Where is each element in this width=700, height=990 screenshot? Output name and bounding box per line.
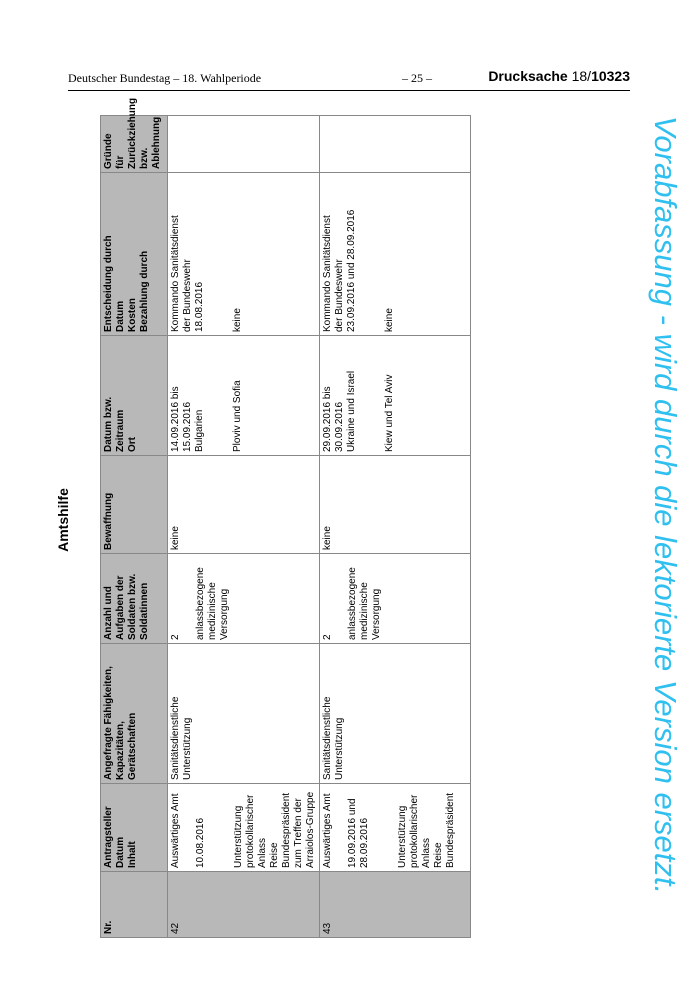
spacer xyxy=(207,787,220,868)
datum-value: 10.08.2016 xyxy=(195,817,206,868)
row-nr: 42 xyxy=(168,872,320,938)
datum-line: 28.09.2016 xyxy=(359,817,370,868)
kosten-value: keine xyxy=(232,308,243,332)
row-entscheidung xyxy=(168,173,320,336)
spacer xyxy=(384,787,397,868)
header-faehigkeiten-line1: Angefragte Fähigkeiten, xyxy=(103,666,114,780)
row-gruende xyxy=(320,116,471,173)
spacer xyxy=(206,176,219,332)
spacer xyxy=(358,176,371,332)
row-anzahl xyxy=(320,554,471,644)
spacer xyxy=(219,176,232,332)
header-bewaffnung: Bewaffnung xyxy=(101,456,168,554)
header-faehigkeiten-line3: Gerätschaften xyxy=(127,712,138,780)
row-bewaffnung: keine xyxy=(320,456,471,554)
row-zeitraum xyxy=(168,336,320,456)
inhalt-line: Reise xyxy=(269,842,280,868)
zeitraum-line: 30.09.2016 xyxy=(334,401,345,452)
header-anzahl-line1: Anzahl und xyxy=(103,586,114,640)
row-antragsteller xyxy=(168,784,320,872)
table-header-row xyxy=(101,116,168,938)
header-antragsteller xyxy=(101,784,168,872)
header-entscheidung-line2: Datum xyxy=(115,300,126,332)
header-anzahl-line3: Soldaten bzw. xyxy=(127,573,138,640)
section-title: Amtshilfe xyxy=(55,488,71,552)
entscheidung-line: Kommando Sanitätsdienst xyxy=(322,215,333,332)
amtshilfe-table xyxy=(100,97,471,938)
row-anzahl xyxy=(168,554,320,644)
header-entscheidung-line1: Entscheidung durch xyxy=(103,235,114,332)
datum-line: 19.09.2016 und xyxy=(347,798,358,868)
ort-value: Kiew und Tel Aviv xyxy=(384,374,395,452)
spacer xyxy=(358,339,371,452)
table-row xyxy=(168,116,320,938)
kosten-value: keine xyxy=(384,308,395,332)
header-anzahl xyxy=(101,554,168,644)
header-faehigkeiten-line2: Kapazitäten, xyxy=(115,721,126,780)
spacer xyxy=(334,787,347,868)
header-zeitraum xyxy=(101,336,168,456)
header-nr: Nr. xyxy=(101,872,168,938)
inhalt-line: protokollarischer xyxy=(409,794,420,868)
zeitraum-line: 14.09.2016 bis xyxy=(170,386,181,452)
row-nr: 43 xyxy=(320,872,471,938)
header-page-number: – 25 – xyxy=(402,71,432,85)
page-header xyxy=(68,68,630,91)
header-antragsteller-line2: Datum xyxy=(115,836,126,868)
antragsteller-value: Auswärtiges Amt xyxy=(322,793,333,868)
anzahl-value: 2 xyxy=(322,634,333,640)
header-gruende-line2: Zurückziehung xyxy=(127,97,138,169)
row-gruende xyxy=(168,116,320,173)
table-row xyxy=(320,116,471,938)
header-doc-label: Drucksache xyxy=(488,68,568,84)
aufgaben-line: medizinische xyxy=(359,582,370,640)
header-entscheidung-line3: Kosten xyxy=(127,298,138,332)
entscheidung-datum: 18.08.2016 xyxy=(194,281,205,332)
spacer xyxy=(219,339,232,452)
row-faehigkeiten xyxy=(168,644,320,784)
header-faehigkeiten xyxy=(101,644,168,784)
entscheidung-line: Kommando Sanitätsdienst xyxy=(170,215,181,332)
header-gruende-line1: Gründe für xyxy=(103,133,126,169)
header-antragsteller-line1: Antragsteller xyxy=(103,806,114,868)
spacer xyxy=(371,787,384,868)
header-gruende xyxy=(101,97,168,173)
entscheidung-line: der Bundeswehr xyxy=(182,259,193,332)
header-zeitraum-line1: Datum bzw. xyxy=(103,396,114,452)
ort-value: Ploviv und Sofia xyxy=(232,380,243,452)
zeitraum-line: 15.09.2016 xyxy=(182,401,193,452)
zeitraum-line: 29.09.2016 bis xyxy=(322,386,333,452)
header-zeitraum-line3: Ort xyxy=(127,437,138,452)
inhalt-line: Bundespräsident xyxy=(445,792,456,868)
entscheidung-datum: 23.09.2016 und 28.09.2016 xyxy=(346,209,357,332)
header-doc-number-a: 18/ xyxy=(571,68,592,84)
row-entscheidung xyxy=(320,173,471,336)
spacer xyxy=(182,557,195,640)
faehigkeiten-line: Sanitätsdienstliche xyxy=(170,696,181,780)
aufgaben-line: Versorgung xyxy=(371,588,382,640)
header-entscheidung-line4: Bezahlung durch xyxy=(139,250,150,332)
header-entscheidung xyxy=(101,173,168,336)
header-antragsteller-line3: Inhalt xyxy=(127,841,138,868)
faehigkeiten-line: Unterstützung xyxy=(334,717,345,780)
inhalt-line: Anlass xyxy=(257,837,268,868)
spacer xyxy=(334,557,347,640)
draft-watermark: Vorabfassung - wird durch die lektorierte Version ersetzt. xyxy=(648,115,683,895)
header-gruende-line3: bzw. xyxy=(139,147,150,169)
faehigkeiten-line: Unterstützung xyxy=(182,717,193,780)
faehigkeiten-line: Sanitätsdienstliche xyxy=(322,696,333,780)
inhalt-line: Arraiolos-Gruppe xyxy=(305,791,316,868)
row-antragsteller xyxy=(320,784,471,872)
entscheidung-line: der Bundeswehr xyxy=(334,259,345,332)
rotated-table-container xyxy=(100,97,458,938)
spacer xyxy=(371,176,384,332)
aufgaben-line: Versorgung xyxy=(219,588,230,640)
inhalt-line: Unterstützung xyxy=(233,805,244,868)
header-anzahl-line2: Aufgaben der xyxy=(115,575,126,640)
land-value: Ukraine und Israel xyxy=(346,370,357,452)
inhalt-line: Anlass xyxy=(421,837,432,868)
aufgaben-line: medizinische xyxy=(207,582,218,640)
inhalt-line: zum Treffen der xyxy=(293,798,304,868)
spacer xyxy=(371,339,384,452)
spacer xyxy=(206,339,219,452)
spacer xyxy=(182,787,195,868)
inhalt-line: protokollarischer xyxy=(245,794,256,868)
spacer xyxy=(220,787,233,868)
aufgaben-line: anlassbezogene xyxy=(195,567,206,640)
antragsteller-value: Auswärtiges Amt xyxy=(170,793,181,868)
land-value: Bulgarien xyxy=(194,409,205,452)
row-bewaffnung: keine xyxy=(168,456,320,554)
anzahl-value: 2 xyxy=(170,634,181,640)
header-gruende-line4: Ablehnung xyxy=(151,116,162,169)
header-document-number xyxy=(488,68,630,84)
header-doc-number-b: 10323 xyxy=(591,68,630,84)
row-faehigkeiten xyxy=(320,644,471,784)
aufgaben-line: anlassbezogene xyxy=(347,567,358,640)
header-publication: Deutscher Bundestag – 18. Wahlperiode xyxy=(68,71,262,85)
inhalt-line: Reise xyxy=(433,842,444,868)
header-zeitraum-line2: Zeitraum xyxy=(115,409,126,452)
inhalt-line: Bundespräsident xyxy=(281,792,292,868)
row-zeitraum xyxy=(320,336,471,456)
header-anzahl-line4: Soldatinnen xyxy=(139,582,150,640)
inhalt-line: Unterstützung xyxy=(397,805,408,868)
